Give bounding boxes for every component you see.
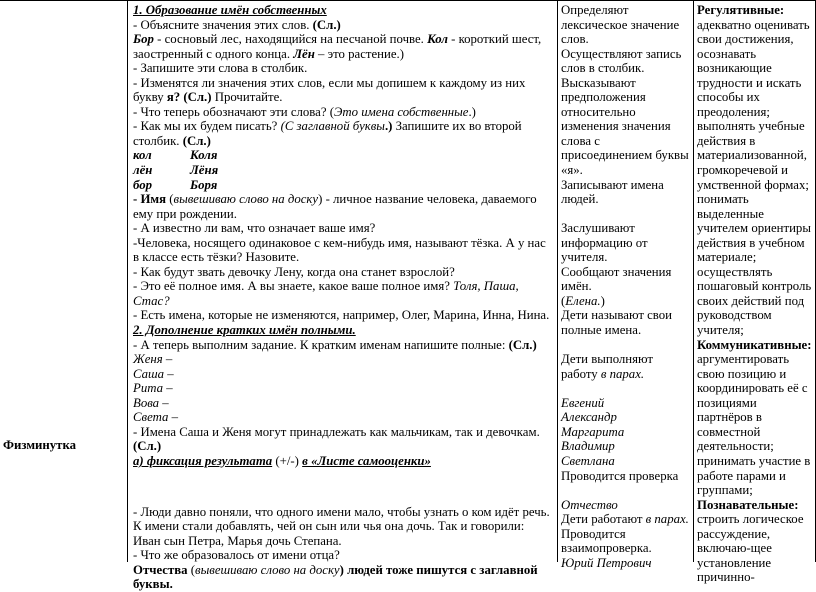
stage-label: Физминутка: [3, 438, 77, 452]
text-line: Иван сын Петра, Марья дочь Степана.: [133, 533, 342, 548]
activity-text: Дети работают в парах.: [561, 512, 689, 527]
section-heading: 1. Образование имён собственных: [133, 3, 327, 17]
text-line: - Люди давно поняли, что одного имени мало, чтобы узнать о ком идёт речь. К имени стали добавлять, чей он сын или чья она дочь. Так и говорили:: [133, 504, 550, 534]
text-line: - Что же образовалось от имени отца?: [133, 548, 340, 563]
text-line: - Что теперь обозначают эти слова? (Это имена собственные.): [133, 104, 476, 119]
full-name: Светлана: [561, 453, 615, 468]
activity-text: Дети называют свои полные имена.: [561, 308, 673, 338]
uud-text: аргументировать свою позицию и координировать её с позициями партнёров в совместной деятельности; принимать участие в работе парами и группами;: [697, 352, 811, 498]
full-name: Александр: [561, 410, 617, 425]
uud-heading-regulatory: Регулятивные:: [697, 3, 785, 17]
uud-text: строить логическое рассуждение, включаю-щее установление причинно-: [697, 512, 804, 585]
text-line: - Это её полное имя. А вы знаете, какое ваше полное имя? Толя, Паша, Стас?: [133, 279, 519, 308]
uud-column: [693, 0, 816, 585]
word-pair-row: лён Лёня: [133, 163, 219, 178]
word-pair-row: бор Боря: [133, 177, 218, 192]
short-name: Саша –: [133, 366, 174, 381]
stage-column: [0, 0, 128, 562]
short-name: Женя –: [133, 352, 173, 367]
text-line: - А теперь выполним задание. К кратким именам напишите полные: (Сл.): [133, 337, 537, 352]
word-pair-row: кол Коля: [133, 148, 218, 163]
uud-text: адекватно оценивать свои достижения, осознавать возникающие трудности и искать способы их преодоления; выполнять учебные действия в материализованной, громкоречевой и умственной формах; понимать выделенные учителем ориентиры действия в учебном материале; осуществлять пошаговый контроль своих действий под руководством учителя;: [697, 17, 812, 338]
activity-text: Сообщают значения имён.: [561, 264, 672, 294]
uud-heading-cognitive: Познавательные:: [697, 497, 799, 512]
text-line: Бор - сосновый лес, находящийся на песчаной почве. Кол - короткий шест, заостренный с одного конца. Лён – это растение.): [133, 32, 542, 61]
activity-text: Отчество: [561, 497, 618, 512]
text-line: - Как мы их будем писать? (С заглавной буквы.) Запишите их во второй столбик. (Сл.): [133, 119, 522, 148]
text-line: - Изменятся ли значения этих слов, если мы допишем к каждому из них букву я? (Сл.) Прочитайте.: [133, 75, 526, 105]
section-heading: 2. Дополнение кратких имён полными.: [133, 323, 356, 338]
full-name: Евгений: [561, 395, 605, 410]
text-line: - Объясните значения этих слов. (Сл.): [133, 17, 341, 32]
activity-text: (Елена.): [561, 293, 605, 308]
activity-text: Определяют лексическое значение слов.: [561, 3, 680, 47]
activity-text: Дети выполняют работу в парах.: [561, 352, 654, 381]
text-line: - Как будут звать девочку Лену, когда она станет взрослой?: [133, 264, 455, 279]
text-line: -Человека, носящего одинаковое с кем-нибудь имя, называют тёзка. А у нас в классе есть тёзки? Назовите.: [133, 235, 546, 265]
student-activity-column: [557, 0, 694, 570]
full-name: Владимир: [561, 439, 615, 454]
text-line: а) фиксация результата (+/-) в «Листе самооценки»: [133, 453, 431, 468]
text-line: Отчества (вывешиваю слово на доску) людей тоже пишутся с заглавной буквы.: [133, 562, 538, 592]
short-name: Рита –: [133, 381, 173, 396]
activity-text: Заслушивают информацию от учителя.: [561, 221, 648, 265]
teacher-activity-column: [127, 0, 558, 592]
activity-text: Высказывают предположения относительно изменения значения слова с присоединением буквы «я».: [561, 75, 689, 178]
activity-text: Проводится взаимопроверка.: [561, 526, 652, 556]
activity-text: Юрий Петрович: [561, 555, 652, 570]
text-line: - Есть имена, которые не изменяются, например, Олег, Марина, Инна, Нина.: [133, 308, 550, 323]
text-line: - Запишите эти слова в столбик.: [133, 61, 308, 76]
text-line: - А известно ли вам, что означает ваше имя?: [133, 221, 376, 236]
activity-text: Проводится проверка: [561, 468, 679, 483]
text-line: - Имя (вывешиваю слово на доску) - личное название человека, даваемого ему при рождении.: [133, 192, 537, 221]
full-name: Маргарита: [561, 424, 625, 439]
short-name: Света –: [133, 410, 178, 425]
activity-text: Записывают имена людей.: [561, 177, 664, 207]
uud-heading-communicative: Коммуникативные:: [697, 337, 812, 352]
text-line: - Имена Саша и Женя могут принадлежать как мальчикам, так и девочкам. (Сл.): [133, 424, 540, 454]
short-name: Вова –: [133, 395, 169, 410]
activity-text: Осуществляют запись слов в столбик.: [561, 46, 682, 76]
